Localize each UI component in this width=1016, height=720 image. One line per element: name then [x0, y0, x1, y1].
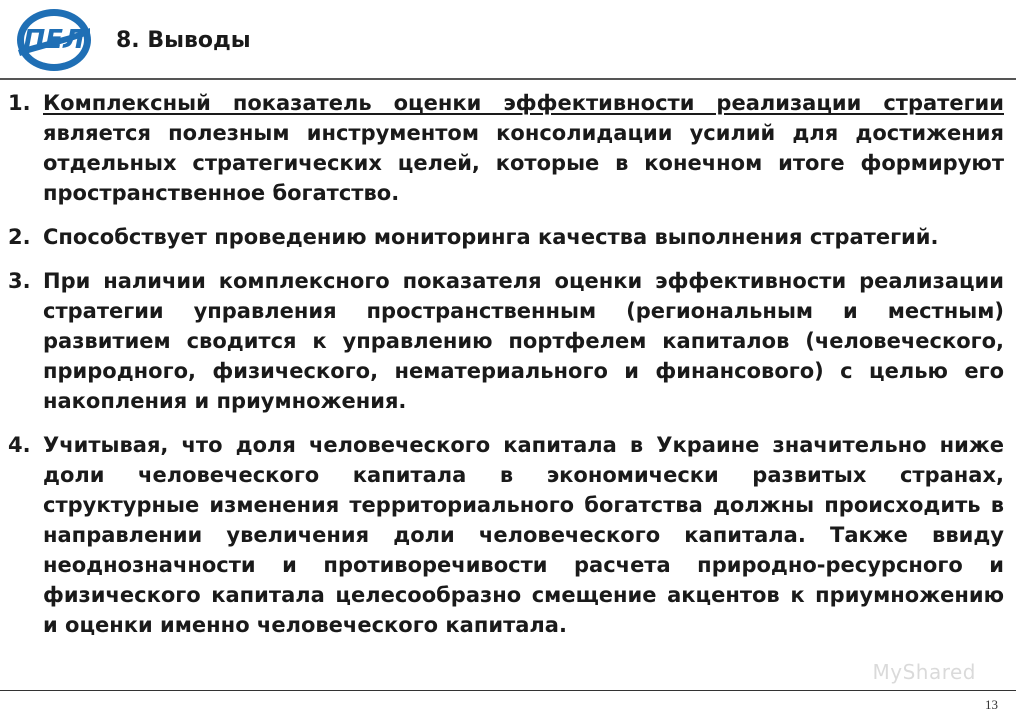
watermark: MyShared: [872, 660, 976, 684]
header-divider: [0, 78, 1016, 80]
page-number: 13: [985, 697, 998, 712]
list-item: [8, 266, 1004, 416]
list-item-number: 2.: [8, 225, 31, 249]
slide-header: [0, 0, 1016, 80]
footer-divider: [0, 690, 1016, 691]
list-item: [8, 430, 1004, 640]
conclusions-list: [8, 88, 1004, 654]
svg-text:ПЕЛ: ПЕЛ: [23, 25, 85, 55]
list-item-text: [43, 88, 1004, 208]
company-logo-icon: [14, 6, 94, 74]
page-title: 8. Выводы: [116, 28, 251, 53]
list-item: [8, 222, 1004, 252]
underlined-term: Комплексный показатель оценки эффективности реализации стратегии: [43, 91, 1004, 115]
list-item: [8, 88, 1004, 208]
list-item-text: Учитывая, что доля человеческого капитала в Украине значительно ниже доли человеческого капитала в экономически развитых странах, структурные изменения территориального богатства должны происходить в направлении увеличения доли человеческого капитала. Также ввиду неоднозначности и противоречивости расчета природно-ресурсного и физического капитала целесообразно смещение акцентов к приумножению и оценки именно человеческого капитала.: [43, 433, 1004, 637]
list-item-body: является полезным инструментом консолидации усилий для достижения отдельных стратегических целей, которые в конечном итоге формируют пространственное богатство.: [43, 121, 1004, 205]
list-item-number: 3.: [8, 269, 31, 293]
list-item-number: 1.: [8, 91, 31, 115]
list-item-number: 4.: [8, 433, 31, 457]
list-item-text: Способствует проведению мониторинга качества выполнения стратегий.: [43, 225, 939, 249]
list-item-text: При наличии комплексного показателя оценки эффективности реализации стратегии управления пространственным (региональным и местным) развитием сводится к управлению портфелем капиталов (человеческого, природного, физического, нематериального и финансового) с целью его накопления и приумножения.: [43, 269, 1004, 413]
